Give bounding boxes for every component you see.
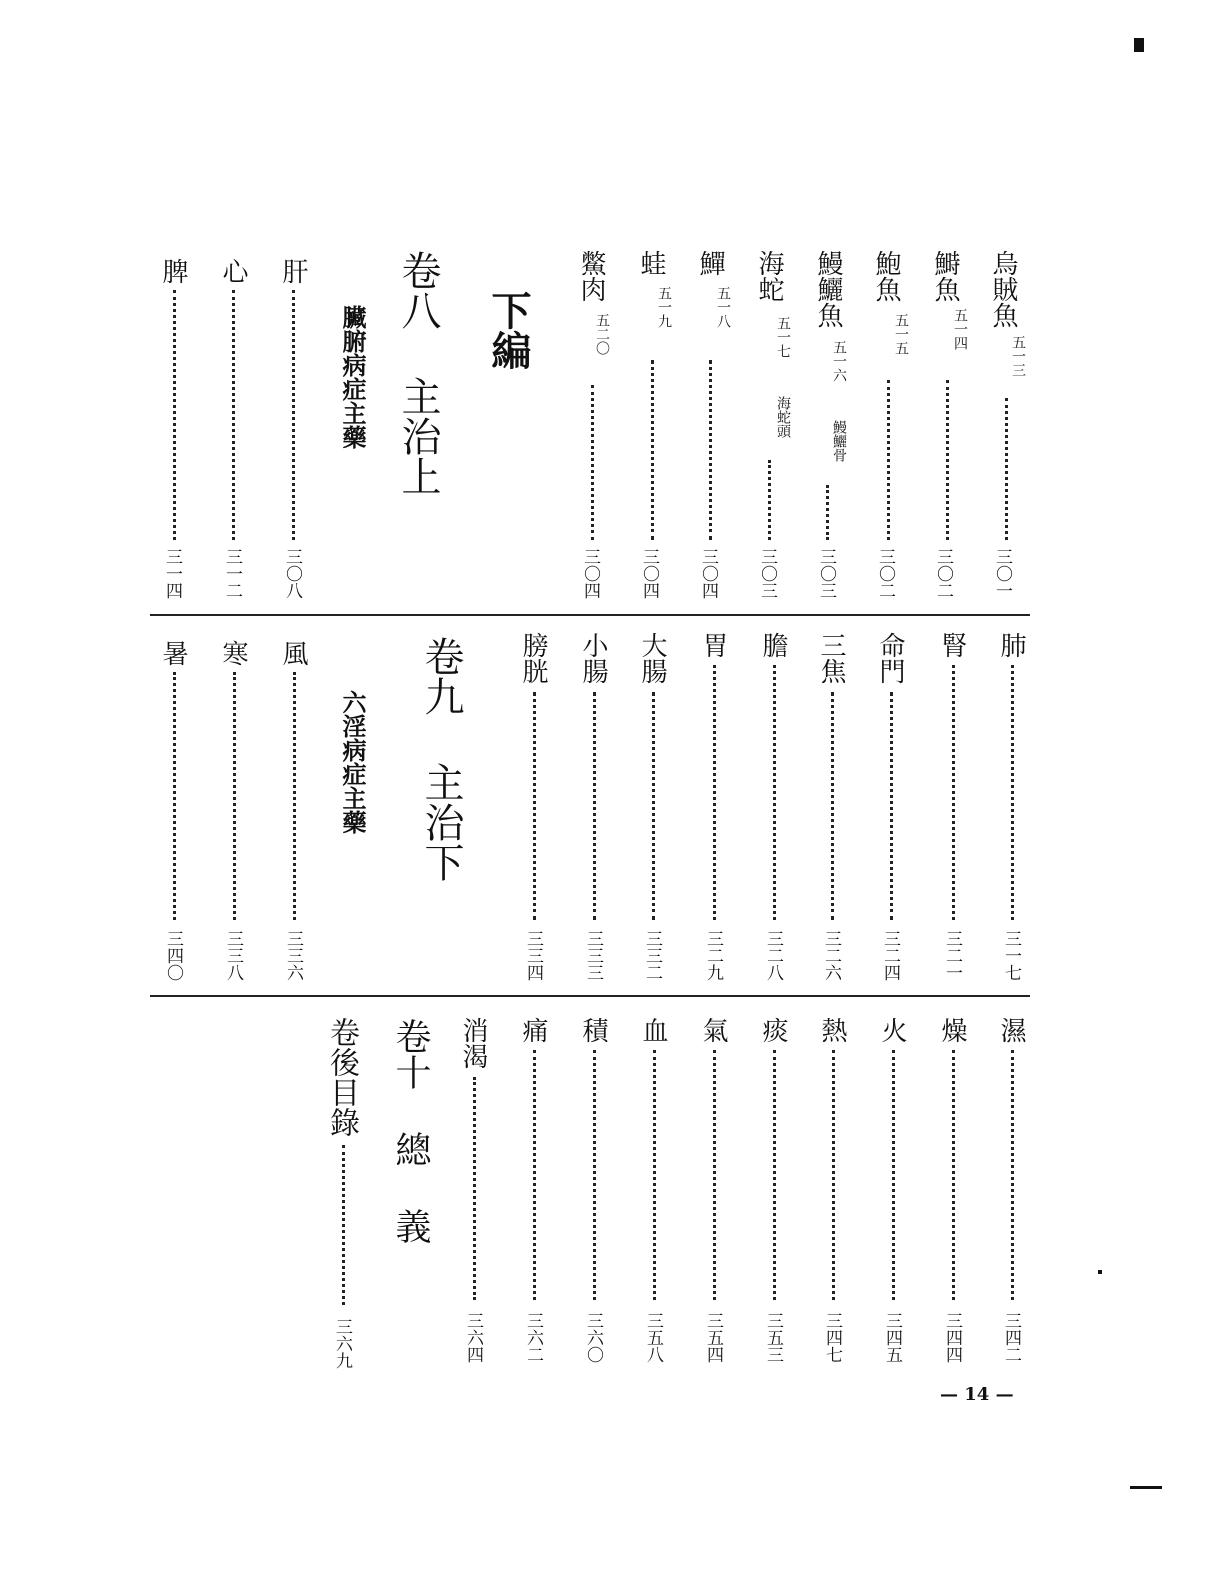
- entry-page: 三二九: [703, 930, 723, 981]
- entry-page: 三五四: [703, 1312, 723, 1363]
- part-title: 下編: [485, 290, 532, 370]
- entry-page: 三六二: [523, 1312, 543, 1363]
- entry-label: 胃: [698, 632, 728, 658]
- entry-number: 五一三: [1010, 335, 1026, 377]
- scan-mark: [1134, 38, 1144, 52]
- entry-number: 五一六: [831, 340, 847, 382]
- entry-page: 三〇四: [639, 548, 659, 599]
- leader-dots: [533, 692, 536, 920]
- entry-number: 五一九: [656, 286, 672, 328]
- entry-number: 五一七: [775, 316, 791, 358]
- entry-page: 三一四: [162, 548, 182, 599]
- entry-label: 肺: [996, 632, 1026, 658]
- leader-dots: [713, 1050, 716, 1300]
- scan-speck: [1130, 1486, 1162, 1489]
- entry-page: 三〇四: [580, 548, 600, 599]
- entry-label: 鰻鱺魚: [813, 250, 843, 328]
- entry-label: 膽: [758, 632, 788, 658]
- entry-page: 三二六: [821, 930, 841, 981]
- leader-dots: [233, 672, 236, 920]
- entry-page: 三〇四: [698, 548, 718, 599]
- appendix-page: 三六九: [332, 1318, 352, 1369]
- entry-number: 五一五: [893, 313, 909, 355]
- entry-label: 暑: [158, 640, 188, 666]
- entry-label: 痰: [758, 1017, 788, 1043]
- leader-dots: [946, 380, 949, 540]
- entry-page: 三一七: [1001, 930, 1021, 981]
- entry-page: 三〇二: [933, 548, 953, 599]
- juan-heading: 卷九 主治下: [418, 636, 464, 882]
- entry-label: 烏賊魚: [988, 250, 1018, 328]
- leader-dots: [342, 1145, 345, 1305]
- leader-dots: [653, 1050, 656, 1300]
- entry-label: 濕: [996, 1017, 1026, 1043]
- entry-page: 三五八: [643, 1312, 663, 1363]
- entry-page: 三〇三: [816, 548, 836, 599]
- entry-label: 燥: [937, 1017, 967, 1043]
- entry-page: 三二八: [763, 930, 783, 981]
- entry-label: 痛: [518, 1017, 548, 1043]
- entry-label: 膀胱: [518, 632, 548, 684]
- entry-label: 寒: [218, 640, 248, 666]
- entry-page: 三四二: [1001, 1312, 1021, 1363]
- entry-label: 氣: [698, 1017, 728, 1043]
- leader-dots: [773, 665, 776, 920]
- entry-page: 三四四: [942, 1312, 962, 1363]
- leader-dots: [293, 672, 296, 920]
- leader-dots: [768, 460, 771, 540]
- leader-dots: [232, 290, 235, 540]
- page-number: — 14 —: [940, 1384, 1014, 1405]
- entry-number: 五二〇: [594, 313, 610, 355]
- entry-label: 海蛇: [754, 250, 784, 302]
- band-divider: [150, 614, 1030, 616]
- section-heading: 六淫病症主藥: [338, 690, 367, 834]
- entry-label: 腎: [937, 632, 967, 658]
- appendix-label: 卷後目錄: [324, 1017, 359, 1137]
- entry-label: 火: [877, 1017, 907, 1043]
- entry-label: 脾: [158, 258, 188, 284]
- entry-label: 小腸: [578, 632, 608, 684]
- leader-dots: [890, 692, 893, 920]
- leader-dots: [709, 360, 712, 540]
- leader-dots: [952, 1050, 955, 1300]
- entry-page: 三三六: [283, 930, 303, 981]
- entry-label: 風: [278, 640, 308, 666]
- entry-page: 三四七: [822, 1312, 842, 1363]
- entry-label: 鱓: [695, 250, 725, 276]
- band-divider: [150, 995, 1030, 997]
- entry-label: 鱉肉: [576, 250, 606, 302]
- entry-page: 三四五: [882, 1312, 902, 1363]
- entry-page: 三二一: [942, 930, 962, 981]
- leader-dots: [832, 1050, 835, 1300]
- leader-dots: [593, 692, 596, 920]
- entry-label: 大腸: [637, 632, 667, 684]
- leader-dots: [1005, 398, 1008, 540]
- entry-label: 命門: [875, 632, 905, 684]
- entry-label: 積: [578, 1017, 608, 1043]
- leader-dots: [892, 1050, 895, 1300]
- leader-dots: [713, 665, 716, 920]
- entry-label: 熱: [817, 1017, 847, 1043]
- leader-dots: [831, 692, 834, 920]
- leader-dots: [292, 290, 295, 540]
- entry-page: 三三三: [583, 930, 603, 981]
- leader-dots: [1011, 665, 1014, 920]
- section-heading: 臟腑病症主藥: [338, 305, 367, 449]
- scan-speck: [1098, 1270, 1102, 1274]
- entry-page: 三一二: [222, 548, 242, 599]
- juan-heading: 卷八 主治上: [395, 250, 441, 496]
- entry-page: 三六〇: [583, 1312, 603, 1363]
- leader-dots: [826, 485, 829, 540]
- entry-label: 心: [218, 258, 248, 284]
- entry-label: 三焦: [816, 632, 846, 684]
- entry-page: 三〇一: [992, 548, 1012, 599]
- entry-page: 三四〇: [163, 930, 183, 981]
- leader-dots: [533, 1050, 536, 1300]
- entry-label: 血: [638, 1017, 668, 1043]
- entry-label: 鮑魚: [871, 250, 901, 302]
- leader-dots: [651, 360, 654, 540]
- entry-label: 鰣魚: [930, 250, 960, 302]
- entry-note: 鰻鱺骨: [831, 420, 847, 462]
- entry-page: 三〇八: [282, 548, 302, 599]
- entry-page: 三三八: [223, 930, 243, 981]
- entry-page: 三三四: [523, 930, 543, 981]
- entry-page: 三三二: [642, 930, 662, 981]
- leader-dots: [652, 692, 655, 920]
- entry-number: 五一八: [715, 286, 731, 328]
- entry-note: 海蛇頭: [775, 396, 791, 438]
- leader-dots: [173, 672, 176, 920]
- entry-page: 三六四: [463, 1312, 483, 1363]
- leader-dots: [1011, 1050, 1014, 1300]
- entry-page: 三〇三: [757, 548, 777, 599]
- leader-dots: [591, 385, 594, 540]
- entry-label: 肝: [278, 258, 308, 284]
- leader-dots: [173, 290, 176, 540]
- entry-label: 蛙: [636, 250, 666, 276]
- leader-dots: [593, 1050, 596, 1300]
- leader-dots: [773, 1050, 776, 1300]
- leader-dots: [887, 380, 890, 540]
- entry-page: 三五三: [763, 1312, 783, 1363]
- juan-heading: 卷十 總 義: [390, 1018, 431, 1244]
- leader-dots: [473, 1077, 476, 1300]
- entry-page: 三〇二: [875, 548, 895, 599]
- entry-page: 三二四: [880, 930, 900, 981]
- entry-number: 五一四: [952, 308, 968, 350]
- leader-dots: [952, 665, 955, 920]
- entry-label: 消渴: [458, 1017, 488, 1069]
